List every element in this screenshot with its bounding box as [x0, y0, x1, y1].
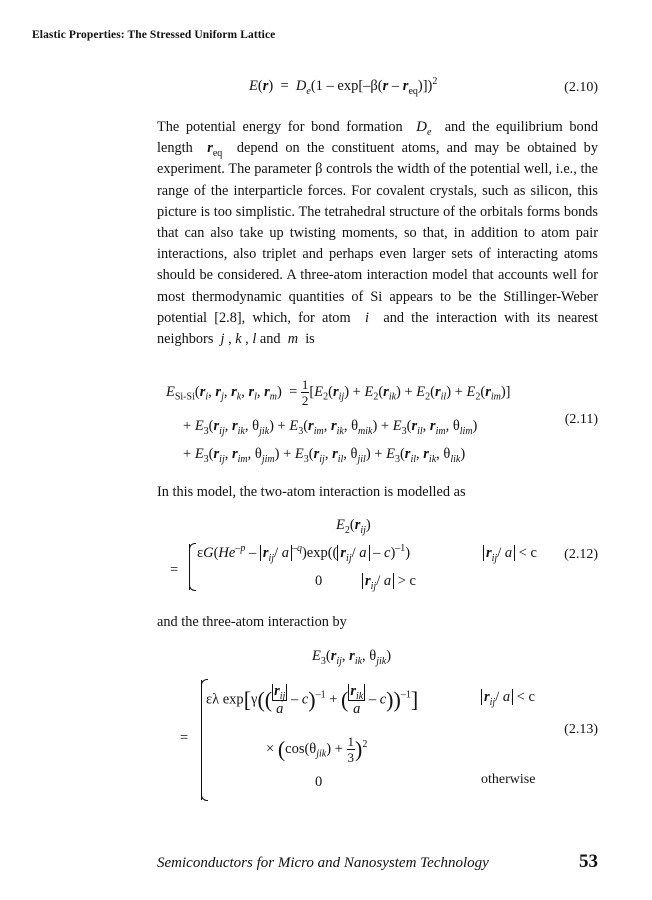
equation-2-10: $E(r) = D_e(1 - \exp[-\beta(r - r_{eq})])^2$ [249, 76, 438, 97]
paragraph-two-atom: In this model, the two-atom interaction is modelled as [157, 484, 466, 500]
paragraph-bond-energy: The potential energy for bond formation $D_e$ and the equilibrium bond length $r_{eq}$ depend on the constituent atoms, and may be obtained by experiment. The parameter β controls the width of the potential well, i.e., the range of the interparticle forces. For covalent crystals, such as silicon, this picture is too simplistic. The tetrahedral structure of the orbitals forms bonds that can also take up twisting moments, so that, in addition to atom pair interactions, also triplet and perhaps even larger sets of interacting atoms should be considered. A three-atom interaction model that accounts well for most thermodynamic quantities of Si appears to be the Stillinger-Weber potential [2.8], which, for atom i and the interaction with its nearest neighbors j , k , l and m is [157, 119, 598, 348]
equation-2-11-line-1: $E_{Si-Si}(r_i$, $r_j$, $r_k$, $r_l$, $r_m$) = $\frac{1}{2}$ $[E_2(r_{ij}) + E_2(r_{ik}) + E_2(r_{il}) + E_2(r_{im})]$ [166, 377, 511, 408]
equation-2-13-case-1-cont: × ($\cos(\theta_{jik})$ + $\frac{1}{3}$ )$^2$ [266, 734, 368, 765]
equation-2-12-condition-1: $r_{ij}/$ a < c [483, 545, 537, 562]
equation-number-2-12: (2.12) [564, 547, 598, 562]
paragraph-text: and [259, 331, 281, 348]
equation-2-11-line-3: + $E_3(r_{ij}$, $r_{im}$, $\theta_{jim}) + E_3(r_{ij}$, $r_{il}$, $\theta_{jil}) + E_3(r_{il}$, $r_{ik}$, $\theta_{lik}$) [183, 446, 466, 465]
equation-2-13-condition-1: $r_{ij}/$ a < c [481, 689, 535, 706]
equation-2-11-line-2: + $E_3(r_{ij}$, $r_{ik}$, $\theta_{jik}) + E_3(r_{im}$, $r_{ik}$, $\theta_{mik}) + E_3(r_{il}$, $r_{im}$, $\theta_{lim}$) [183, 418, 478, 437]
equation-2-12-condition-2: $r_{ij}/$ a > c [362, 573, 416, 590]
equation-2-12-case-2: 0 [315, 573, 323, 589]
page-number: 53 [579, 851, 598, 872]
equals-sign: = [180, 730, 189, 746]
equation-2-12-case-1: $\varepsilon G(He^{-p} - r_{ij}/$ a $^{-q}$)exp(( $r_{ij}/$ a – c)$^{-1}$) [197, 543, 411, 564]
equation-2-13-case-2: 0 [315, 774, 323, 790]
left-brace [201, 680, 202, 800]
footer-book-title: Semiconductors for Micro and Nanosystem Technology [157, 855, 489, 871]
paragraph-text: is [305, 331, 315, 348]
equation-2-12-lhs: $E_2(r_{ij})$ [336, 517, 371, 536]
equals-sign: = [170, 562, 179, 578]
equation-number-2-13: (2.13) [564, 722, 598, 737]
equation-number-2-11: (2.11) [564, 412, 598, 427]
paragraph-text: and the interaction with its nearest neighbors [157, 309, 598, 348]
paragraph-text: and the equilibrium bond length [157, 119, 598, 157]
paragraph-three-atom: and the three-atom interaction by [157, 614, 347, 630]
equation-number-2-10: (2.10) [564, 80, 598, 95]
equation-2-13-lhs: $E_3(r_{ij}$, $r_{ik}$, $\theta_{jik}$) [312, 648, 392, 667]
paragraph-text: depend on the constituent atoms, and may be obtained by experiment. The parameter β controls the width of the potential well, i.e., the range of the interparticle forces. For covalent crystals, such as silicon, this picture is too simplistic. The tetrahedral structure of the orbitals forms bonds that can also take up twisting moments, so that, in addition to atom pair interactions, also triplet and perhaps even larger sets of interacting atoms should be considered. A three-atom interaction model that accounts well for most thermodynamic quantities of Si appears to be the Stillinger-Weber potential [2.8], which, for atom [157, 140, 598, 326]
paragraph-text: The potential energy for bond formation [157, 119, 403, 135]
equation-2-13-otherwise: otherwise [481, 772, 536, 787]
left-brace [189, 544, 190, 590]
equation-2-13-case-1: ελ exp[γ(( $\frac{r_{ij}}{a}$ – c)$^{-1}$ + ( $\frac{r_{ik}}{a}$ – c))$^{-1}$] [206, 683, 419, 717]
running-head: Elastic Properties: The Stressed Uniform Lattice [32, 29, 276, 41]
